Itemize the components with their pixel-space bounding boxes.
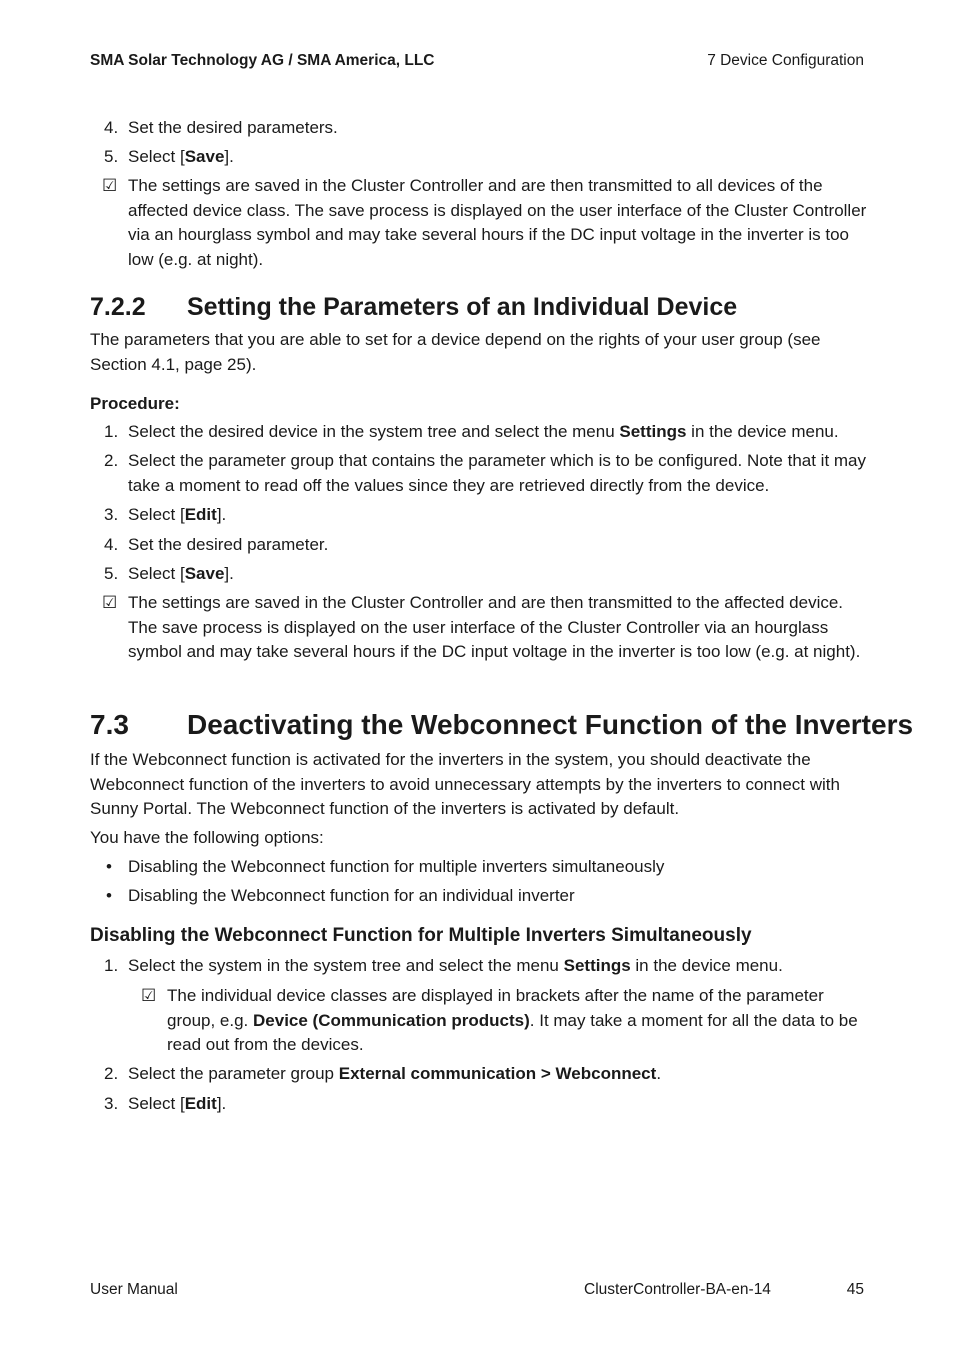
step-number: 4.: [104, 118, 119, 137]
step-text: Set the desired parameters.: [128, 118, 338, 137]
result-text: The settings are saved in the Cluster Controller and are then transmitted to all devices of the affected device class. The save process is displayed on the user interface of the Cluster Controller via an hourglass symbol and may take several hours if the DC input voltage in the inverter is too low (e.g. at night).: [128, 176, 867, 269]
step-text: Select [Edit].: [128, 505, 227, 524]
step-number: 5.: [104, 564, 119, 583]
header-company: SMA Solar Technology AG / SMA America, LLC: [90, 52, 435, 69]
checkbox-icon: ☑: [141, 986, 157, 1005]
step-text: Select [Save].: [128, 147, 234, 166]
footer-page-number: 45: [846, 1281, 864, 1298]
section-heading-7-3: 7.3 Deactivating the Webconnect Function of the Inverters: [90, 709, 914, 740]
option-item: Disabling the Webconnect function for an individual inverter: [128, 886, 575, 905]
step-number: 2.: [104, 1064, 119, 1083]
section-paragraph: If the Webconnect function is activated for the inverters in the system, you should deactivate the Webconnect function of the inverters to avoid unnecessary attempts by the inverters to connect with Sunny Portal. The Webconnect function of the inverters is activated by default.: [90, 750, 840, 819]
checkbox-icon: ☑: [102, 176, 118, 195]
result-text: The individual device classes are displayed in brackets after the name of the parameter group, e.g. Device (Communication products). It may take a moment for all the data to be read out from the devices.: [167, 986, 858, 1055]
footer-manual-label: User Manual: [90, 1281, 178, 1298]
subheading: Disabling the Webconnect Function for Multiple Inverters Simultaneously: [90, 925, 752, 946]
step-number: 1.: [104, 422, 119, 441]
step-number: 3.: [104, 505, 119, 524]
step-number: 1.: [104, 956, 119, 975]
step-text: Select the system in the system tree and select the menu Settings in the device menu.: [128, 956, 783, 975]
section-paragraph: You have the following options:: [90, 828, 324, 847]
header-chapter: 7 Device Configuration: [707, 52, 864, 69]
procedure-label: Procedure:: [90, 394, 180, 413]
section-heading-7-2-2: 7.2.2 Setting the Parameters of an Individual Device: [90, 293, 738, 321]
section-paragraph: The parameters that you are able to set for a device depend on the rights of your user group (see Section 4.1, page 25).: [90, 330, 821, 374]
step-number: 3.: [104, 1094, 119, 1113]
step-number: 2.: [104, 451, 119, 470]
checkbox-icon: ☑: [102, 593, 118, 612]
bullet-icon: •: [106, 857, 112, 876]
bullet-icon: •: [106, 886, 112, 905]
step-number: 5.: [104, 147, 119, 166]
footer-doc-id: ClusterController-BA-en-14: [584, 1281, 771, 1298]
result-text: The settings are saved in the Cluster Controller and are then transmitted to the affected device. The save process is displayed on the user interface of the Cluster Controller via an hourglass symbol and may take several hours if the DC input voltage in the inverter is too low (e.g. at night).: [128, 593, 861, 662]
step-number: 4.: [104, 535, 119, 554]
option-item: Disabling the Webconnect function for multiple inverters simultaneously: [128, 857, 665, 876]
step-text: Select the desired device in the system tree and select the menu Settings in the device menu.: [128, 422, 839, 441]
step-text: Select the parameter group External communication > Webconnect.: [128, 1064, 662, 1083]
step-text: Select [Save].: [128, 564, 234, 583]
step-text: Select [Edit].: [128, 1094, 227, 1113]
step-text: Set the desired parameter.: [128, 535, 329, 554]
step-text: Select the parameter group that contains the parameter which is to be configured. Note that it may take a moment to read off the values since they are retrieved directly from the device.: [128, 451, 867, 495]
